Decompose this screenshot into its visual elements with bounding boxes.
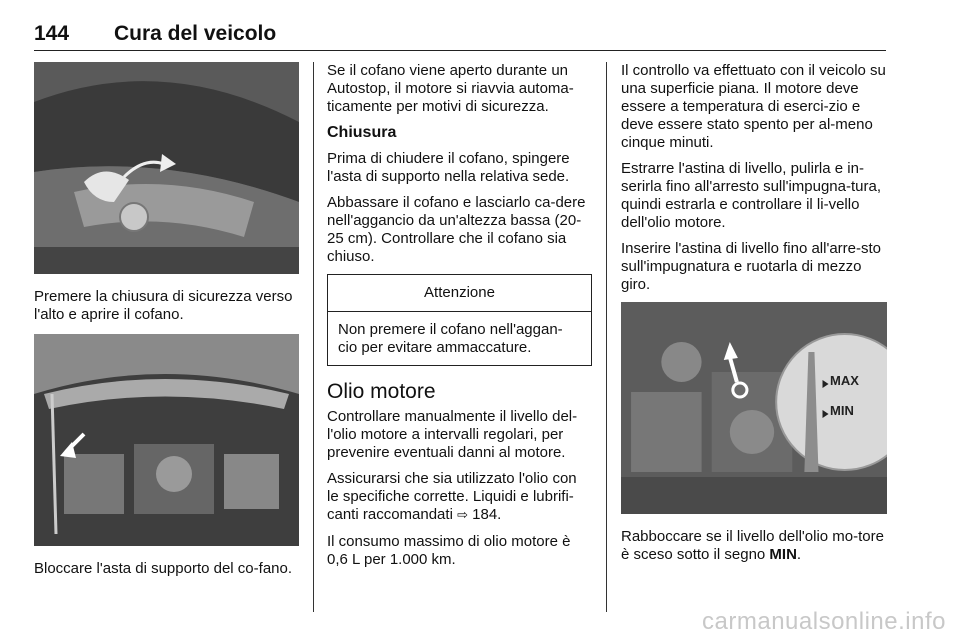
page-title: Cura del veicolo xyxy=(114,22,277,45)
topup-paragraph: Rabboccare se il livello dell'olio mo-tore è sceso sotto il segno MIN. xyxy=(621,528,884,563)
check-paragraph-3: Inserire l'astina di livello fino all'arre-sto sull'impugnatura e ruotarla di mezzo giro. xyxy=(621,240,882,293)
section-heading-closing: Chiusura xyxy=(327,124,397,141)
warning-title: Attenzione xyxy=(328,275,591,312)
page-reference-icon: ⇨ xyxy=(457,508,468,523)
column-right xyxy=(621,62,887,572)
column-left xyxy=(34,62,299,586)
instruction-text: Premere la chiusura di sicurezza verso l'alto e aprire il cofano. xyxy=(34,288,293,323)
dipstick-max-label: MAX xyxy=(830,373,859,388)
warning-box xyxy=(327,274,592,366)
watermark: carmanualsonline.info xyxy=(702,608,946,635)
min-mark-label: MIN xyxy=(769,546,797,563)
dipstick-min-label: MIN xyxy=(830,403,854,418)
hood-support-rod-illustration xyxy=(34,334,299,546)
column-divider xyxy=(313,62,314,612)
oil-paragraph-3: Il consumo massimo di olio motore è 0,6 L per 1.000 km. xyxy=(327,533,571,568)
instruction-text: Bloccare l'asta di supporto del co-fano. xyxy=(34,560,293,577)
column-middle xyxy=(327,62,592,577)
check-paragraph-1: Il controllo va effettuato con il veicolo su una superficie piana. Il motore deve essere a temperatura di eserci-zio e deve essere stato spento per al-meno cinque minuti. xyxy=(621,62,886,151)
autostop-paragraph: Se il cofano viene aperto durante un Autostop, il motore si riavvia automa-ticamente per motivi di sicurezza. xyxy=(327,62,574,115)
page-reference-link[interactable]: 184. xyxy=(467,506,502,523)
oil-paragraph-2: Assicurarsi che sia utilizzato l'olio con le specifiche corrette. Liquidi e lubrifi-canti raccomandati ⇨ 184. xyxy=(327,470,577,523)
oil-paragraph-1: Controllare manualmente il livello del-l'olio motore a intervalli regolari, per prevenire eventuali danni al motore. xyxy=(327,408,578,461)
column-divider xyxy=(606,62,607,612)
closing-paragraph-2: Abbassare il cofano e lasciarlo ca-dere nell'aggancio da un'altezza bassa (20-25 cm). Controllare che il cofano sia chiuso. xyxy=(327,194,586,265)
hood-latch-illustration xyxy=(34,62,299,274)
dipstick-illustration xyxy=(621,302,887,514)
section-heading-engine-oil: Olio motore xyxy=(327,380,436,403)
closing-paragraph-1: Prima di chiudere il cofano, spingere l'asta di supporto nella relativa sede. xyxy=(327,150,570,185)
warning-text: Non premere il cofano nell'aggan-cio per evitare ammaccature. xyxy=(338,321,563,356)
page-header xyxy=(34,20,886,51)
check-paragraph-2: Estrarre l'astina di livello, pulirla e in-serirla fino all'arresto sull'impugna-tura, quindi estrarla e controllare il li-vello dell'olio motore. xyxy=(621,160,882,231)
page-number: 144 xyxy=(34,22,70,45)
